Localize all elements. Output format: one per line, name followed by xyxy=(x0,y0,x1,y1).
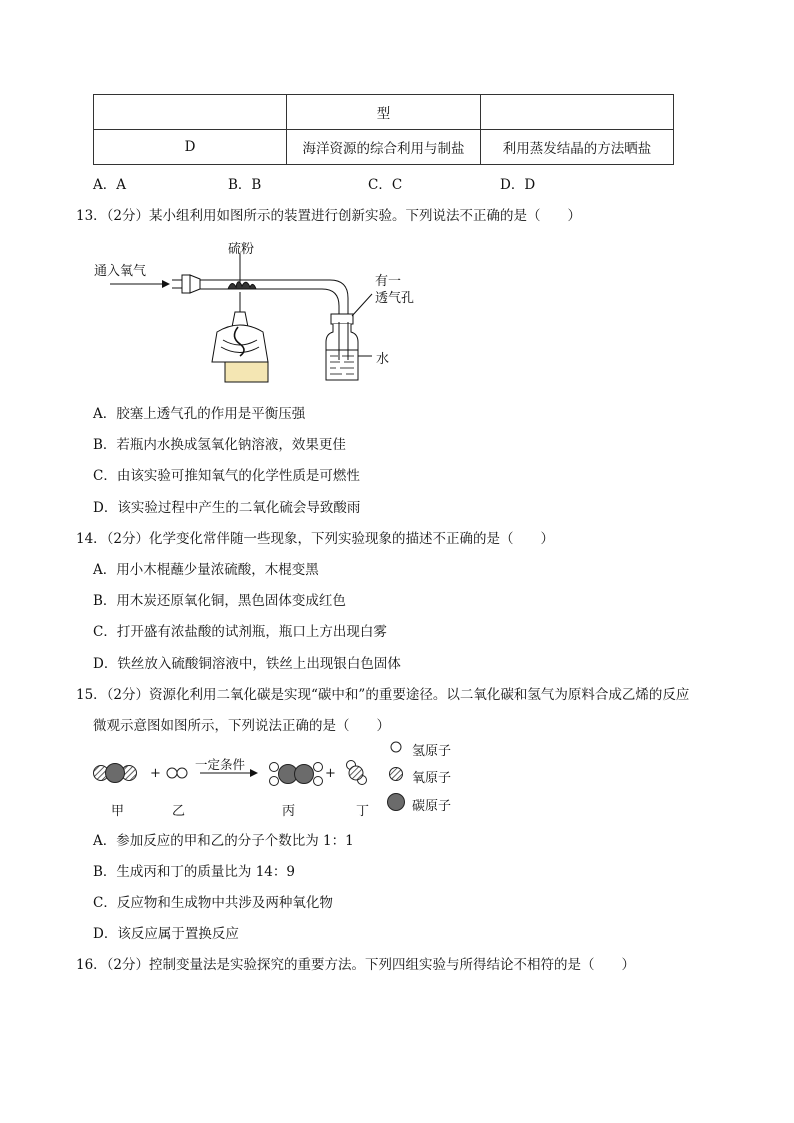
q15-option-c[interactable]: C．反应物和生成物中共涉及两种氧化物 xyxy=(93,895,333,911)
table-cell xyxy=(94,95,287,130)
q12-option-d[interactable]: D．D xyxy=(500,177,536,193)
legend-oxygen: 氧原子 xyxy=(412,771,452,786)
q14-stem: 14．（2分）化学变化常伴随一些现象，下列实验现象的描述不正确的是（ ） xyxy=(76,531,555,547)
table-row xyxy=(94,130,674,165)
table-cell: 海洋资源的综合利用与制盐 xyxy=(287,130,481,165)
molecule-h2o xyxy=(347,761,367,785)
q12-option-b[interactable]: B．B xyxy=(228,177,262,193)
table-cell xyxy=(481,95,674,130)
plus-sign-2: + xyxy=(325,766,336,781)
q13-option-d[interactable]: D．该实验过程中产生的二氧化硫会导致酸雨 xyxy=(93,500,361,516)
label-hole-line2: 透气孔 xyxy=(375,291,415,306)
label-hole-line1: 有一 xyxy=(375,274,402,289)
label-ding: 丁 xyxy=(356,804,370,819)
label-sulfur: 硫粉 xyxy=(228,242,255,257)
q16-stem: 16．（2分）控制变量法是实验探究的重要方法。下列四组实验与所得结论不相符的是（ ） xyxy=(76,957,636,973)
molecule-co2 xyxy=(94,764,137,783)
q15-option-a[interactable]: A．参加反应的甲和乙的分子个数比为 1：1 xyxy=(93,833,354,849)
q14-option-c[interactable]: C．打开盛有浓盐酸的试剂瓶，瓶口上方出现白雾 xyxy=(93,624,387,640)
comparison-table xyxy=(93,94,674,165)
q15-option-d[interactable]: D．该反应属于置换反应 xyxy=(93,926,239,942)
q13-option-b[interactable]: B．若瓶内水换成氢氧化钠溶液，效果更佳 xyxy=(93,437,346,453)
q14-option-d[interactable]: D．铁丝放入硫酸铜溶液中，铁丝上出现银白色固体 xyxy=(93,656,401,672)
label-water: 水 xyxy=(376,352,390,367)
q15-stem-line1: 15．（2分）资源化利用二氧化碳是实现“碳中和”的重要途径。以二氧化碳和氢气为原料合成乙烯的反应 xyxy=(76,687,690,703)
q13-option-c[interactable]: C．由该实验可推知氧气的化学性质是可燃性 xyxy=(93,468,360,484)
plus-sign-1: + xyxy=(150,766,161,781)
molecule-c2h4 xyxy=(270,763,323,786)
q12-option-a[interactable]: A．A xyxy=(93,177,126,193)
legend-hydrogen: 氢原子 xyxy=(412,744,452,759)
label-jia: 甲 xyxy=(111,804,125,819)
q13-apparatus-diagram xyxy=(90,232,420,387)
q14-option-a[interactable]: A．用小木棍蘸少量浓硫酸，木棍变黑 xyxy=(93,562,319,578)
q12-option-c[interactable]: C．C xyxy=(368,177,403,193)
q15-option-b[interactable]: B．生成丙和丁的质量比为 14：9 xyxy=(93,864,295,880)
table-row xyxy=(94,95,674,130)
label-oxygen-in: 通入氧气 xyxy=(94,264,147,279)
table-cell: 利用蒸发结晶的方法晒盐 xyxy=(481,130,674,165)
table-cell: D xyxy=(94,130,287,165)
q15-stem-line2: 微观示意图如图所示，下列说法正确的是（ ） xyxy=(93,718,390,734)
q13-stem: 13．（2分）某小组利用如图所示的装置进行创新实验。下列说法不正确的是（ ） xyxy=(76,208,582,224)
q14-option-b[interactable]: B．用木炭还原氧化铜，黑色固体变成红色 xyxy=(93,593,346,609)
label-bing: 丙 xyxy=(282,804,296,819)
molecule-h2 xyxy=(167,768,187,778)
apparatus-svg xyxy=(90,232,420,387)
legend-carbon: 碳原子 xyxy=(412,799,452,814)
reaction-condition: 一定条件 xyxy=(195,757,246,772)
label-yi: 乙 xyxy=(172,804,186,819)
table-cell: 型 xyxy=(287,95,481,130)
q13-option-a[interactable]: A．胶塞上透气孔的作用是平衡压强 xyxy=(93,406,306,422)
